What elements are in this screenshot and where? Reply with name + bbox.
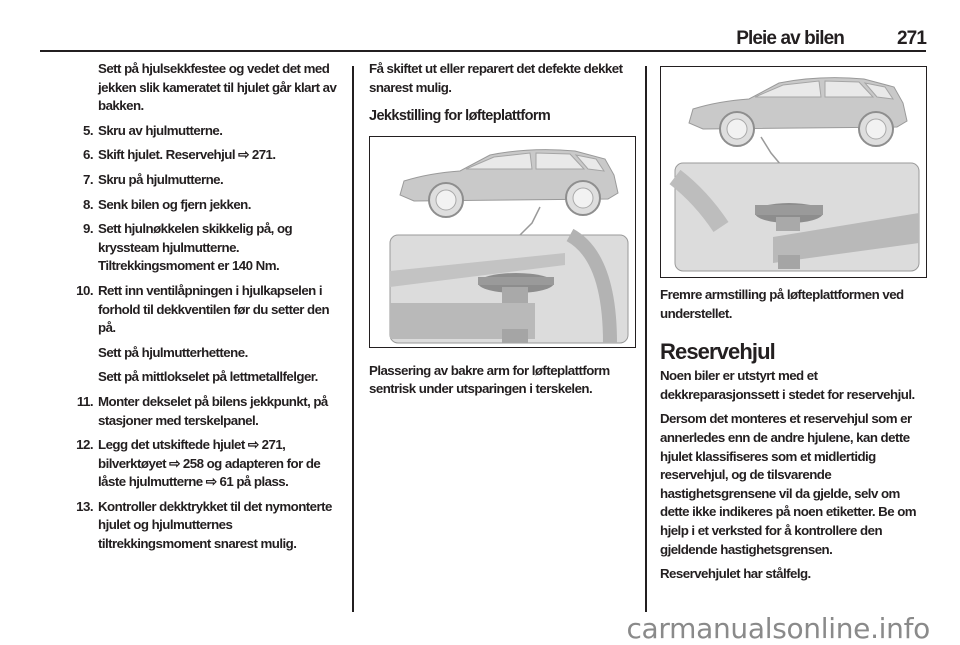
list-text: Kontroller dekktrykket til det nymonterte hjulet og hjulmutternes tiltrekkingsmoment snarest mulig. [98, 498, 332, 552]
watermark: carmanualsonline.info [626, 612, 930, 645]
page-number: 271 [896, 28, 926, 49]
list-text: Skift hjulet. Reservehjul ⇨ 271. [98, 147, 276, 163]
paragraph: Sett på hjulmutterhettene. [98, 344, 248, 360]
paragraph: Reservehjulet har stålfelg. [660, 566, 811, 582]
list-number: 6. [83, 147, 93, 163]
list-text: Rett inn ventilåpningen i hjulkapselen i forhold til dekkventilen før du setter den på. [98, 282, 330, 336]
paragraph: Sett på mittlokselet på lettmetallfelger. [98, 369, 318, 385]
section-heading: Reservehjul [660, 339, 775, 365]
figure-caption: Fremre armstilling på løfteplattformen ved understellet. [660, 287, 904, 321]
list-text: Senk bilen og fjern jekken. [98, 196, 251, 212]
list-text: Skru på hjulmutterne. [98, 171, 224, 187]
list-item [62, 436, 340, 492]
list-item [62, 196, 340, 215]
list-item [62, 393, 340, 430]
list-number: 13. [76, 498, 93, 514]
paragraph: Noen biler er utstyrt med et dekkreparasjonssett i stedet for reservehjul. [660, 368, 915, 402]
page-header [40, 22, 926, 52]
paragraph: Få skiftet ut eller reparert det defekte dekket snarest mulig. [369, 61, 623, 95]
list-text: Skru av hjulmutterne. [98, 122, 223, 138]
list-number: 11. [76, 393, 93, 409]
list-item [62, 282, 340, 338]
list-text: Sett hjulnøkkelen skikkelig på, og kryssteam hjulmutterne. Tiltrekkingsmoment er 140 Nm. [98, 221, 293, 274]
car-lift-figure [369, 136, 636, 348]
list-number: 7. [83, 171, 93, 187]
list-number: 8. [83, 196, 93, 212]
car-front-lift-illustration [661, 67, 926, 277]
list-number: 5. [83, 122, 93, 138]
list-text: Monter dekselet på bilens jekkpunkt, på stasjoner med terskelpanel. [98, 393, 328, 428]
list-item [62, 220, 340, 276]
column-1 [62, 60, 340, 560]
list-number: 9. [83, 221, 93, 237]
paragraph: Dersom det monteres et reservehjul som er annerledes enn de andre hjulene, kan dette hjulet klassifiseres som et midlertidig reservehjul, og de tilsvarende hastighetsgrensene vil da gjelde, selv om dette ikke indikeres på noen etiketter. Be om hjelp i et verksted for å kontrollere den gjeldende hastighetsgrensen. [660, 411, 917, 557]
list-item [62, 498, 340, 554]
column-divider [645, 66, 647, 612]
list-number: 12. [76, 437, 93, 453]
section-title: Pleie av bilen [736, 28, 844, 49]
column-divider [352, 66, 354, 612]
car-on-lift-illustration [370, 137, 635, 347]
paragraph: Sett på hjulsekkfestee og vedet det med jekken slik kameratet til hjulet går klart av bakken. [98, 61, 337, 114]
figure-caption: Plassering av bakre arm for løfteplattform sentrisk under utsparingen i terskelen. [369, 362, 610, 397]
column-3 [660, 286, 928, 590]
column-2 [369, 60, 636, 405]
list-item [62, 122, 340, 141]
list-text: Legg det utskiftede hjulet ⇨ 271, bilverktøyet ⇨ 258 og adapteren for de låste hjulmutterne ⇨ 61 på plass. [98, 437, 321, 490]
list-number: 10. [76, 282, 93, 298]
list-item [62, 146, 340, 165]
list-item [62, 171, 340, 190]
subheading: Jekkstilling for løfteplattform [369, 108, 551, 125]
front-lift-figure [660, 66, 927, 278]
